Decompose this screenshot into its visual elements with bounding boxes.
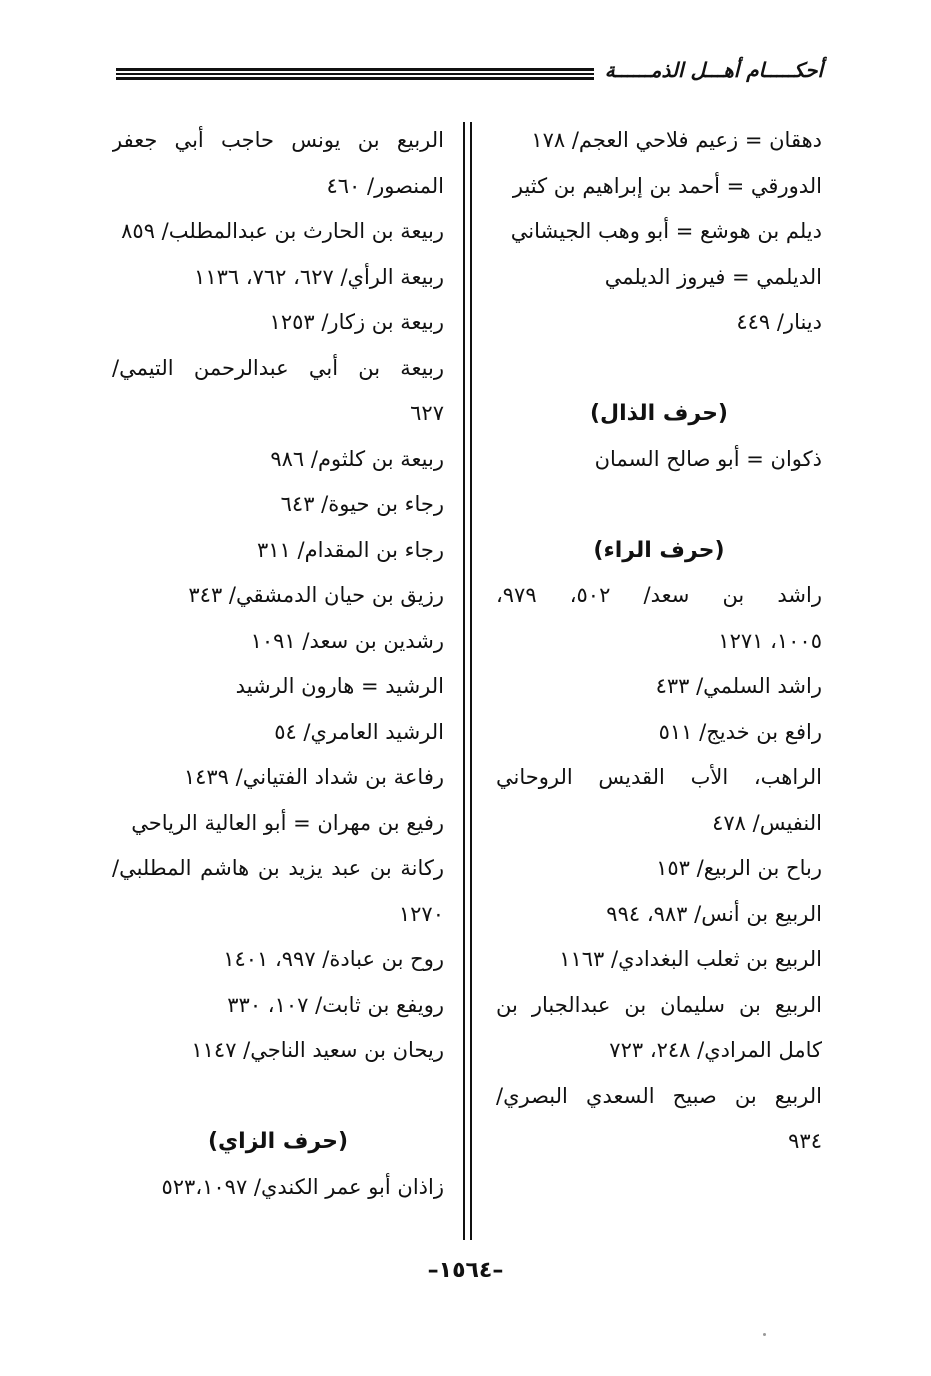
index-entry: ربيعة بن أبي عبدالرحمن التيمي/ bbox=[112, 355, 444, 380]
index-entry: الراهب، الأب القديس الروحاني bbox=[496, 765, 822, 789]
index-entry: دينار/ ٤٤٩ bbox=[736, 310, 822, 334]
section-heading-zay: (حرف الزاي) bbox=[207, 1129, 349, 1154]
index-entry: الرشيد العامري/ ٥٤ bbox=[274, 719, 444, 744]
index-entry: الربيع بن أنس/ ٩٨٣، ٩٩٤ bbox=[606, 901, 822, 926]
index-entry: الرشيد = هارون الرشيد bbox=[235, 674, 444, 698]
right-column bbox=[496, 118, 822, 1165]
index-entry: رزيق بن حيان الدمشقي/ ٣٤٣ bbox=[188, 583, 444, 607]
scan-speck bbox=[763, 1333, 766, 1336]
header-rule bbox=[116, 68, 594, 80]
index-entry: راشد السلمي/ ٤٣٣ bbox=[655, 674, 822, 698]
index-entry: رجاء بن حيوة/ ٦٤٣ bbox=[280, 492, 444, 516]
index-entry: رشدين بن سعد/ ١٠٩١ bbox=[250, 628, 444, 653]
index-entry: الربيع بن سليمان بن عبدالجبار بن bbox=[496, 992, 822, 1017]
index-entry: رافع بن خديج/ ٥١١ bbox=[658, 719, 822, 744]
index-entry: ركانة بن عبد يزيد بن هاشم المطلبي/ bbox=[112, 856, 444, 880]
index-entry: زاذان أبو عمر الكندي/ ٥٢٣،١٠٩٧ bbox=[161, 1174, 444, 1199]
index-entry: روح بن عبادة/ ٩٩٧، ١٤٠١ bbox=[223, 947, 444, 971]
index-entry: رويفع بن ثابت/ ١٠٧، ٣٣٠ bbox=[227, 992, 444, 1017]
index-entry-continuation: النفيس/ ٤٧٨ bbox=[712, 810, 822, 835]
running-header-title: أحكـــــام أهـــل الذمــــــة bbox=[604, 58, 823, 82]
left-column bbox=[112, 118, 444, 1210]
section-heading-ra: (حرف الراء) bbox=[593, 537, 725, 563]
index-entry-continuation: ٦٢٧ bbox=[410, 401, 444, 425]
index-entry: الربيع بن ثعلب البغدادي/ ١١٦٣ bbox=[559, 947, 822, 971]
index-entry: الربيع بن صبيح السعدي البصري/ bbox=[496, 1083, 822, 1108]
index-entry: رفيع بن مهران = أبو العالية الرياحي bbox=[131, 810, 444, 835]
index-entry: الدورقي = أحمد بن إبراهيم بن كثير bbox=[512, 173, 822, 198]
index-entry: ربيعة بن الحارث بن عبدالمطلب/ ٨٥٩ bbox=[121, 219, 444, 243]
index-entry: ربيعة الرأي/ ٦٢٧، ٧٦٢، ١١٣٦ bbox=[194, 264, 444, 289]
index-entry: رفاعة بن شداد الفتياني/ ١٤٣٩ bbox=[183, 765, 444, 789]
index-entry-continuation: ٩٣٤ bbox=[788, 1129, 822, 1153]
index-entry: رباح بن الربيع/ ١٥٣ bbox=[656, 856, 822, 880]
index-entry-continuation: المنصور/ ٤٦٠ bbox=[326, 173, 444, 198]
index-entry: ديلم بن هوشع = أبو وهب الجيشاني bbox=[510, 219, 822, 243]
index-entry-continuation: ١٢٧٠ bbox=[398, 901, 444, 926]
index-entry: ذكوان = أبو صالح السمان bbox=[594, 446, 822, 471]
index-entry: ريحان بن سعيد الناجي/ ١١٤٧ bbox=[191, 1038, 444, 1062]
page-number: –١٥٦٤– bbox=[427, 1258, 504, 1283]
index-entry: رجاء بن المقدام/ ٣١١ bbox=[256, 537, 444, 562]
index-entry-continuation: كامل المرادي/ ٢٤٨، ٧٢٣ bbox=[609, 1038, 822, 1062]
index-entry: الربيع بن يونس حاجب أبي جعفر bbox=[112, 128, 444, 152]
index-entry: دهقان = زعيم فلاحي العجم/ ١٧٨ bbox=[531, 128, 822, 152]
index-entry: راشد بن سعد/ ٥٠٢، ٩٧٩، bbox=[496, 583, 822, 607]
index-entry: ربيعة بن زكار/ ١٢٥٣ bbox=[269, 310, 444, 334]
column-divider bbox=[463, 122, 473, 1240]
index-entry: الديلمي = فيروز الديلمي bbox=[604, 264, 822, 289]
section-heading-dhal: (حرف الذال) bbox=[589, 401, 728, 426]
index-entry: ربيعة بن كلثوم/ ٩٨٦ bbox=[270, 446, 444, 471]
index-entry-continuation: ١٠٠٥، ١٢٧١ bbox=[718, 628, 822, 653]
